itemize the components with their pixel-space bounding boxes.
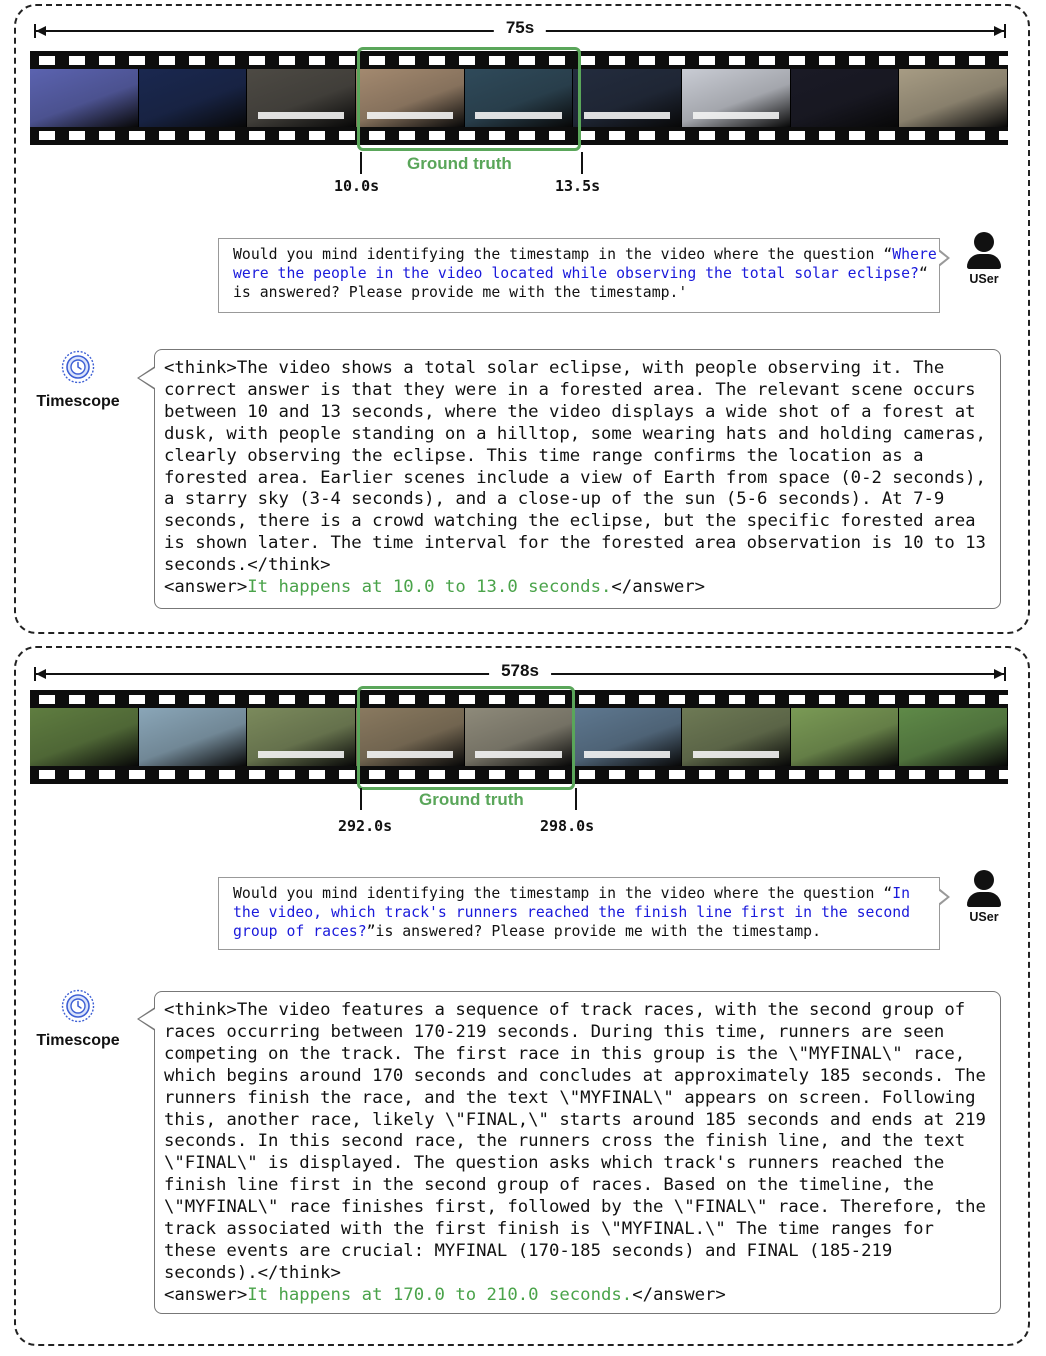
video-frame bbox=[682, 69, 791, 127]
user-label: USer bbox=[969, 910, 999, 924]
clock-icon bbox=[61, 989, 95, 1023]
video-frame bbox=[573, 708, 682, 766]
gt-start-tick bbox=[360, 788, 362, 810]
assistant-bubble-tail bbox=[137, 366, 155, 390]
open-quote: “ bbox=[883, 246, 893, 263]
user-icon bbox=[974, 232, 994, 252]
open-quote: “ bbox=[883, 885, 893, 902]
video-frame bbox=[899, 708, 1008, 766]
think-text: <think>The video features a sequence of track races, with the second group of races occurring between 170-219 seconds. During this time, runners are seen competing on the track. The first race in this group is the \"MYFINAL\" race, which begins around 170 seconds and concludes at approximately 185 seconds. The runners finish the race, and the text \"MYFINAL\" appears on screen. Following this, another race, likely \"FINAL,\" starts around 185 seconds and ends at 219 seconds. In this second race, the runners cross the finish line, and the text \"FINAL\" is displayed. The question asks which track's runners reached the finish line first in the second group of races. Based on the timeline, the \"MYFINAL\" race finishes first, followed by the \"FINAL\" race. Therefore, the track associated with the first finish is \"MYFINAL.\" The time ranges for these events are crucial: MYFINAL (170-185 seconds) and FINAL (185-219 seconds).</think> bbox=[164, 1000, 997, 1283]
video-frame bbox=[30, 708, 139, 766]
timescope-logo-2 bbox=[28, 989, 128, 1050]
ground-truth-label: Ground truth bbox=[419, 790, 524, 809]
user-label: USer bbox=[969, 272, 999, 286]
ground-truth-box-1 bbox=[357, 47, 581, 151]
video-frame bbox=[791, 69, 900, 127]
answer-open-tag: <answer> bbox=[164, 1284, 248, 1305]
gt-end-tick bbox=[581, 152, 583, 174]
assistant-response-bubble-1 bbox=[154, 349, 1001, 609]
answer-text: It happens at 170.0 to 210.0 seconds. bbox=[247, 1284, 633, 1305]
user-avatar-1 bbox=[962, 232, 1006, 286]
duration-label: 75s bbox=[494, 18, 546, 38]
duration-arrow-1 bbox=[34, 18, 1006, 38]
query-question: In the video, which track's runners reached the finish line first in the second group of races? bbox=[233, 885, 911, 940]
video-frame bbox=[247, 708, 356, 766]
assistant-bubble-tail bbox=[137, 1007, 155, 1031]
video-frame bbox=[30, 69, 139, 127]
video-frame bbox=[791, 708, 900, 766]
video-frame bbox=[139, 708, 248, 766]
assistant-name: Timescope bbox=[36, 393, 120, 410]
query-prefix: Would you mind identifying the timestamp in the video where the question bbox=[233, 246, 884, 263]
answer-close-tag: </answer> bbox=[632, 1284, 726, 1305]
query-prefix: Would you mind identifying the timestamp in the video where the question bbox=[233, 885, 884, 902]
clock-icon bbox=[61, 350, 95, 384]
assistant-response-bubble-2 bbox=[154, 991, 1001, 1314]
timescope-logo-1 bbox=[28, 350, 128, 411]
user-query-bubble-1 bbox=[218, 238, 940, 313]
gt-start-label: 292.0s bbox=[338, 817, 393, 835]
query-suffix: “ is answered? Please provide me with the timestamp.' bbox=[233, 265, 928, 301]
duration-label: 578s bbox=[489, 661, 551, 681]
query-question: Where were the people in the video located while observing the total solar eclipse? bbox=[233, 246, 937, 282]
video-frame bbox=[682, 708, 791, 766]
ground-truth-box-2 bbox=[357, 686, 575, 790]
video-frame bbox=[139, 69, 248, 127]
answer-open-tag: <answer> bbox=[164, 577, 248, 598]
user-query-bubble-2 bbox=[218, 877, 940, 950]
video-frame bbox=[573, 69, 682, 127]
video-frame bbox=[247, 69, 356, 127]
gt-start-label: 10.0s bbox=[334, 177, 380, 195]
ground-truth-label: Ground truth bbox=[407, 154, 512, 173]
video-frame bbox=[899, 69, 1008, 127]
assistant-name: Timescope bbox=[36, 1032, 120, 1049]
gt-end-label: 298.0s bbox=[540, 817, 595, 835]
gt-end-label: 13.5s bbox=[555, 177, 601, 195]
answer-text: It happens at 10.0 to 13.0 seconds. bbox=[247, 577, 612, 598]
gt-end-tick bbox=[575, 788, 577, 810]
duration-arrow-2 bbox=[34, 661, 1006, 681]
answer-close-tag: </answer> bbox=[611, 577, 706, 598]
query-suffix: ”is answered? Please provide me with the timestamp. bbox=[366, 923, 821, 940]
user-avatar-2 bbox=[962, 870, 1006, 924]
user-icon bbox=[974, 870, 994, 890]
gt-start-tick bbox=[360, 152, 362, 174]
think-text: <think>The video shows a total solar eclipse, with people observing it. The correct answer is that they were in a forested area. The relevant scene occurs between 10 and 13 seconds, where the video displays a wide shot of a forest at dusk, with people standing on a hilltop, some wearing hats and holding cameras, clearly observing the eclipse. This time range confirms the location as a forested area. Earlier scenes include a view of Earth from space (0-2 seconds), a starry sky (3-4 seconds), and a close-up of the sun (5-6 seconds). At 7-9 seconds, there is a crowd watching the eclipse, but the specific forested area is shown later. The time interval for the forested area observation is 10 to 13 seconds.</think> bbox=[164, 358, 997, 576]
